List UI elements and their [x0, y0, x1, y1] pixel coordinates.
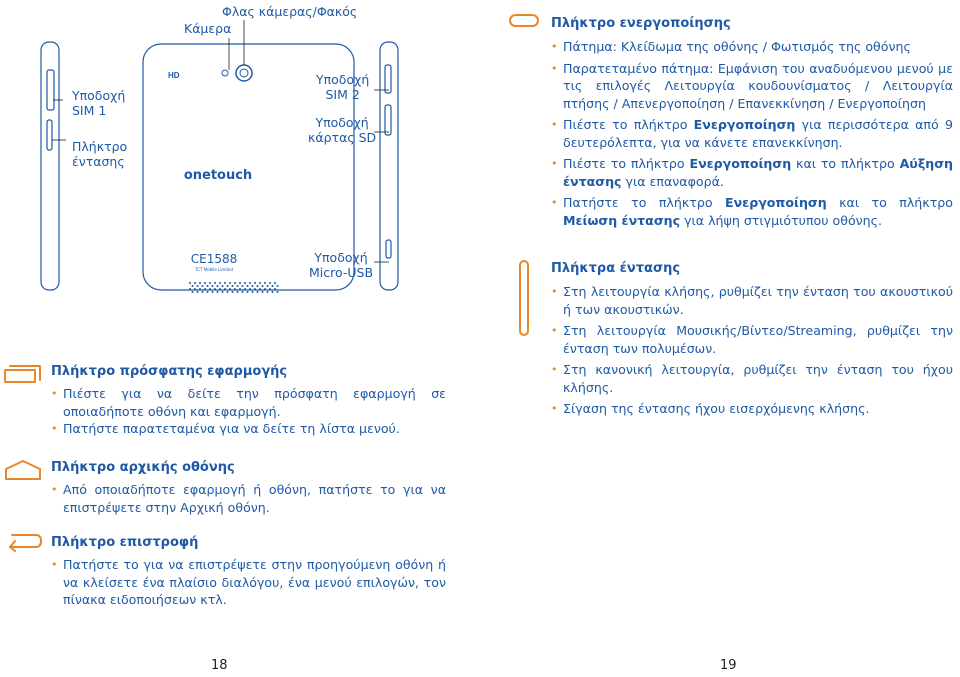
power-key-bullets	[551, 38, 953, 229]
back-key-bullets	[51, 556, 446, 609]
list-item: • Πατήστε το πλήκτρο Ενεργοποίηση και το πλήκτρο Μείωση έντασης για λήψη στιγμιότυπου οθόνης.	[551, 194, 953, 229]
device-diagram	[0, 0, 480, 340]
power-key-title: Πλήκτρο ενεργοποίησης	[551, 16, 731, 31]
ce-mark: CE1588	[190, 252, 238, 266]
label-flash: Φλας κάμερας/Φακός	[222, 4, 358, 19]
list-item: • Πατήστε παρατεταμένα για να δείτε τη λίστα μενού.	[51, 420, 446, 438]
label-usb: Υποδοχή Micro-USB	[309, 250, 374, 280]
page-number-right: 19	[720, 658, 737, 673]
list-item: • Πιέστε για να δείτε την πρόσφατη εφαρμογή σε οποιαδήποτε οθόνη και εφαρμογή.	[51, 385, 446, 420]
list-item: • Παρατεταμένο πάτημα: Εμφάνιση του αναδυόμενου μενού με τις επιλογές Λειτουργία κουδουνίσματος / Λειτουργία πτήσης / Απενεργοποίηση / Επανεκκίνηση / Ενεργοποίηση	[551, 60, 953, 113]
list-item: • Πατήστε το για να επιστρέψετε στην προηγούμενη οθόνη ή να κλείσετε ένα πλαίσιο διαλόγου, ένα μενού επιλογών, τον πίνακα ειδοποιήσεων κτλ.	[51, 556, 446, 609]
back-key-title: Πλήκτρο επιστροφή	[51, 535, 199, 550]
label-camera: Κάμερα	[184, 21, 232, 36]
label-sd: Υποδοχή κάρτας SD	[308, 115, 377, 145]
label-sim1: Υποδοχή SIM 1	[72, 88, 126, 118]
volume-keys-bullets	[551, 283, 953, 418]
list-item: • Από οποιαδήποτε εφαρμογή ή οθόνη, πατήστε το για να επιστρέψετε στην Αρχική οθόνη.	[51, 481, 446, 516]
list-item: • Στη λειτουργία κλήσης, ρυθμίζει την ένταση του ακουστικού ή των ακουστικών.	[551, 283, 953, 318]
recent-apps-icon	[2, 362, 44, 384]
home-key-bullets	[51, 481, 446, 516]
recent-apps-bullets	[51, 385, 446, 438]
svg-text:TCT Mobile Limited: TCT Mobile Limited	[194, 267, 234, 272]
power-key-icon	[508, 12, 540, 30]
list-item: • Πιέστε το πλήκτρο Ενεργοποίηση και το πλήκτρο Αύξηση έντασης για επαναφορά.	[551, 155, 953, 190]
list-item: • Πιέστε το πλήκτρο Ενεργοποίηση για περισσότερα από 9 δευτερόλεπτα, για να κάνετε επανεκκίνηση.	[551, 116, 953, 151]
home-icon	[2, 458, 44, 482]
back-icon	[2, 530, 44, 552]
list-item: • Στη λειτουργία Μουσικής/Βίντεο/Streaming, ρυθμίζει την ένταση των πολυμέσων.	[551, 322, 953, 357]
camera-flash	[222, 70, 228, 76]
volume-keys-title: Πλήκτρα έντασης	[551, 261, 681, 276]
volume-keys-icon	[516, 258, 532, 338]
label-sim2: Υποδοχή SIM 2	[316, 72, 370, 102]
list-item: • Στη κανονική λειτουργία, ρυθμίζει την ένταση του ήχου κλήσης.	[551, 361, 953, 396]
page-number-left: 18	[211, 658, 228, 673]
label-volume-key: Πλήκτρο έντασης	[72, 139, 128, 169]
home-key-title: Πλήκτρο αρχικής οθόνης	[51, 460, 235, 475]
recent-apps-title: Πλήκτρο πρόσφατης εφαρμογής	[51, 364, 288, 379]
list-item: • Πάτημα: Κλείδωμα της οθόνης / Φωτισμός της οθόνης	[551, 38, 953, 56]
list-item: • Σίγαση της έντασης ήχου εισερχόμενης κλήσης.	[551, 400, 953, 418]
brand-logo: onetouch	[183, 168, 253, 183]
hd-mark: HD	[168, 71, 180, 80]
